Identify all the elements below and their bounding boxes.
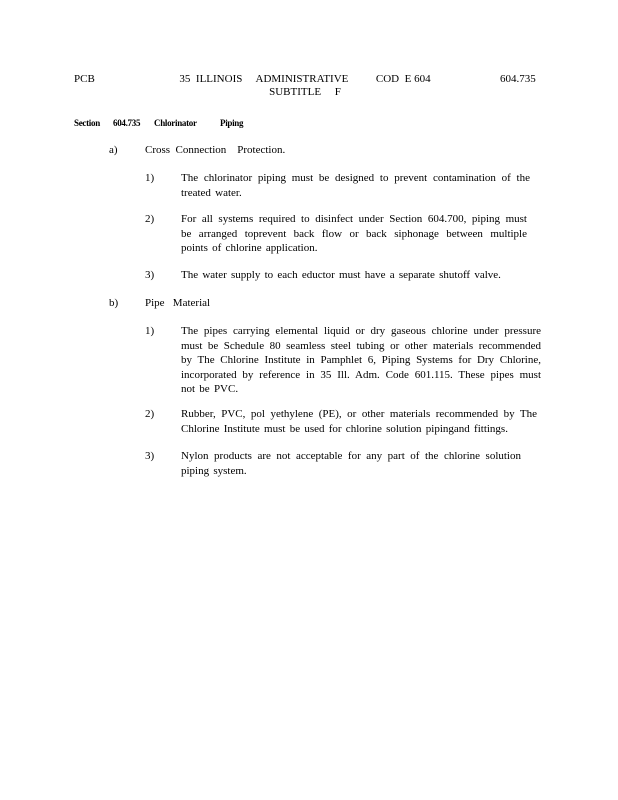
subsection-b-heading: Pipe Material: [145, 297, 211, 309]
item-a1-marker: 1): [145, 172, 155, 184]
item-b3-marker: 3): [145, 450, 155, 462]
header-right: 604.735: [500, 73, 536, 85]
header-title-line1: 35 ILLINOIS ADMINISTRATIVE COD E 604: [179, 73, 431, 85]
item-b2-text: Rubber, PVC, pol yethylene (PE), or other materials recommended by The Chlorine Institute must be used for chlorine solution pipingand fittings.: [181, 408, 537, 435]
item-a2-text: For all systems required to disinfect under Section 604.700, piping must be arranged toprevent back flow or back siphonage between multiple points of chlorine application.: [181, 213, 527, 254]
subsection-a-heading: Cross Connection Protection.: [145, 144, 286, 156]
section-label: Section: [74, 118, 100, 128]
item-a2-marker: 2): [145, 213, 155, 225]
section-number: 604.735: [113, 118, 141, 128]
item-b1-marker: 1): [145, 325, 155, 337]
item-a3-marker: 3): [145, 269, 155, 281]
header-center: [160, 73, 450, 99]
item-b3-text: Nylon products are not acceptable for any part of the chlorine solution piping system.: [181, 450, 521, 477]
section-title-word-2: Piping: [220, 118, 244, 128]
subsection-b-marker: b): [109, 297, 119, 309]
subsection-a-marker: a): [109, 144, 118, 156]
header-title-line2: SUBTITLE F: [269, 86, 341, 98]
item-a3-text: The water supply to each eductor must have a separate shutoff valve.: [181, 269, 501, 281]
item-a1-text: The chlorinator piping must be designed to prevent contamination of the treated water.: [181, 172, 530, 199]
section-title-word-1: Chlorinator: [154, 118, 197, 128]
header-left: PCB: [74, 73, 95, 85]
item-b2-marker: 2): [145, 408, 155, 420]
item-b1-text: The pipes carrying elemental liquid or dry gaseous chlorine under pressure must be Schedule 80 seamless steel tubing or other materials recommended by The Chlorine Institute in Pamphlet 6, Piping Systems for Dry Chlorine, incorporated by reference in 35 Ill. Adm. Code 601.115. These pipes must not be PVC.: [181, 325, 541, 395]
